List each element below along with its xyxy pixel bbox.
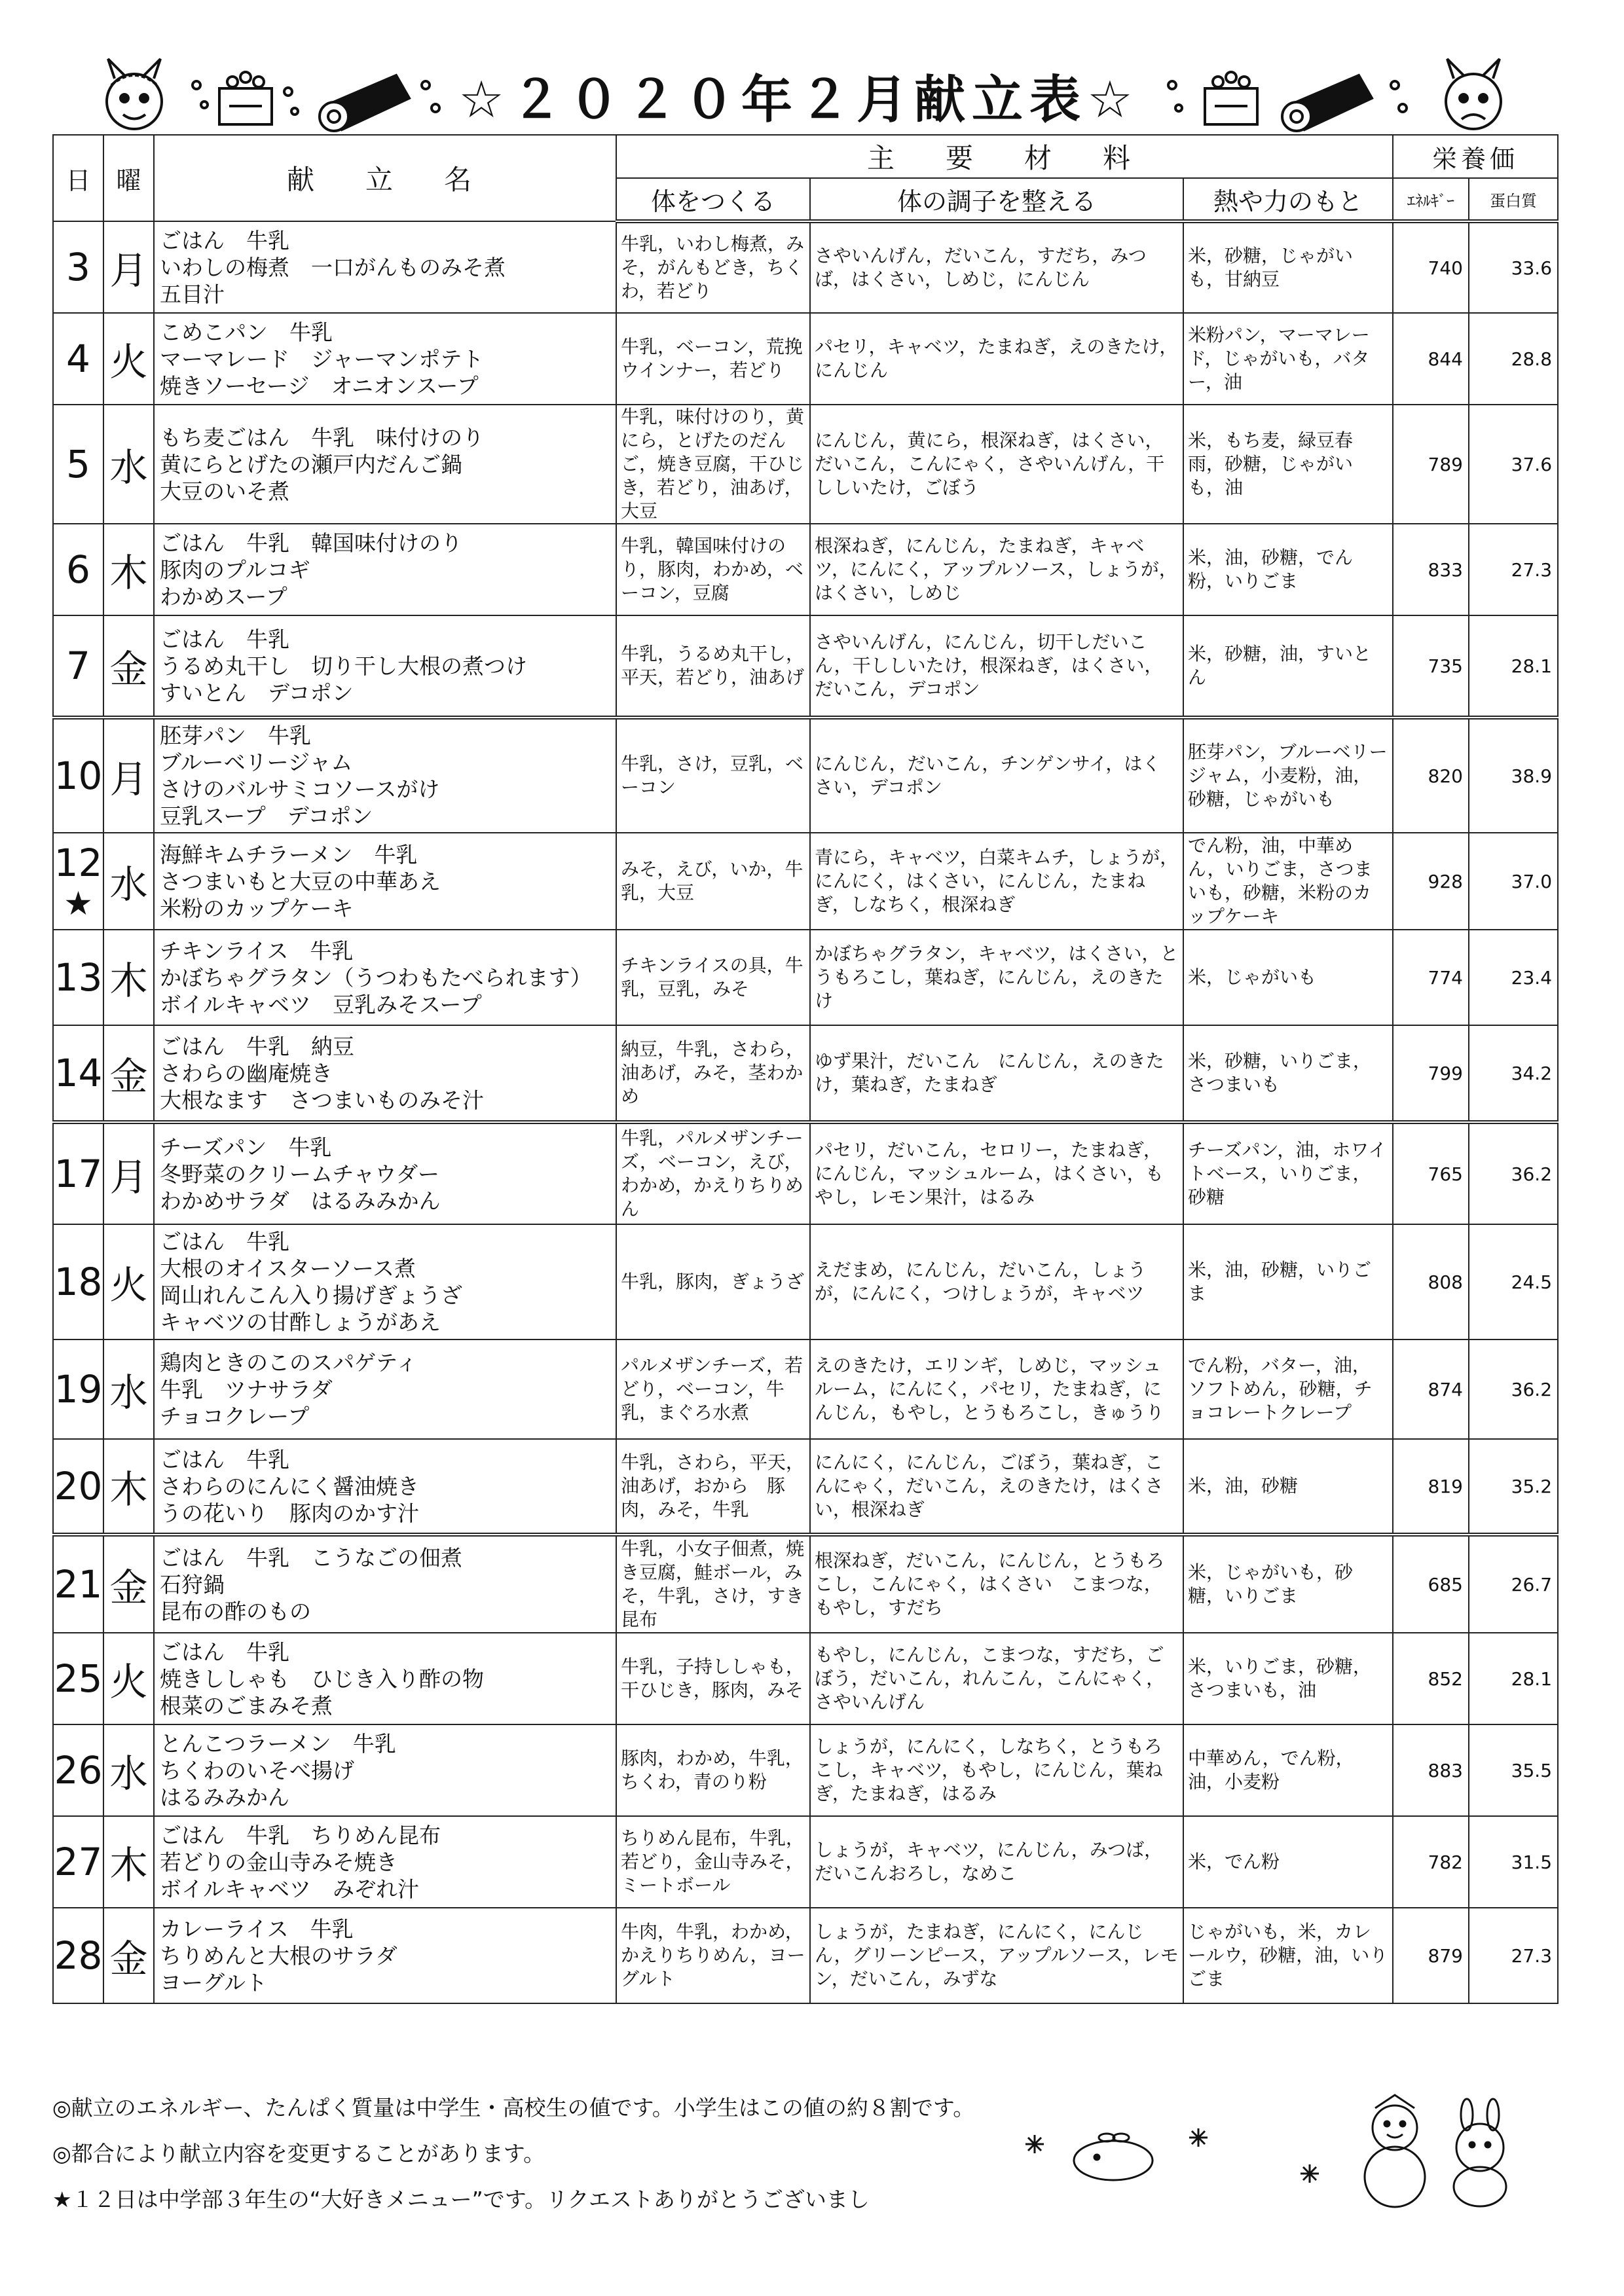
day-number: 10: [54, 754, 103, 798]
menu-row: [53, 930, 1558, 1025]
menu-item: 胚芽パン 牛乳: [160, 723, 311, 748]
protein-value: 28.1: [1469, 1633, 1558, 1724]
menu-item: ごはん 牛乳 韓国味付けのり: [160, 530, 462, 556]
menu-item: ごはん 牛乳 ちりめん昆布: [160, 1822, 441, 1848]
day-number: 21: [54, 1562, 103, 1607]
menu-cell: [154, 1439, 616, 1535]
menu-item: 海鮮キムチラーメン 牛乳: [160, 841, 418, 867]
menu-cell: [154, 1908, 616, 2003]
menu-row: [53, 1439, 1558, 1535]
energy-source-cell: じゃがいも，米，カレールウ，砂糖，油，いりごま: [1183, 1908, 1393, 2003]
masu-box-icon: [1168, 72, 1257, 124]
weekday-cell: 金: [103, 615, 154, 718]
day-number: 20: [54, 1464, 103, 1508]
menu-table-body: [53, 221, 1558, 2003]
day-cell: [53, 1439, 103, 1535]
build-body-cell: 牛乳，パルメザンチーズ，ベーコン，えび，わかめ，かえりちりめん: [616, 1122, 810, 1224]
snowflake-icon: [1189, 2128, 1208, 2147]
menu-cell: [154, 1633, 616, 1724]
energy-source-cell: チーズパン，油，ホワイトベース，いりごま，砂糖: [1183, 1122, 1393, 1224]
condition-body-cell: しょうが，キャベツ，にんじん，みつば，だいこんおろし，なめこ: [810, 1816, 1183, 1908]
menu-item: チキンライス 牛乳: [160, 938, 354, 964]
menu-item: さわらの幽庵焼き: [160, 1060, 333, 1086]
menu-item: 豚肉のプルコギ: [160, 556, 310, 583]
weekday-cell: 木: [103, 930, 154, 1025]
protein-value: 31.5: [1469, 1816, 1558, 1908]
day-cell: [53, 833, 103, 930]
condition-body-cell: 青にら，キャベツ，白菜キムチ，しょうが，にんにく，はくさい，にんじん，たまねぎ，しなちく，根深ねぎ: [810, 833, 1183, 930]
menu-item: ごはん 牛乳: [160, 1446, 289, 1472]
oni-mask-icon: [1446, 59, 1501, 129]
energy-value: 852: [1393, 1633, 1469, 1724]
protein-value: 37.0: [1469, 833, 1558, 930]
menu-item: 昆布の酢のもの: [160, 1598, 311, 1624]
day-cell: [53, 1724, 103, 1816]
protein-value: 35.2: [1469, 1439, 1558, 1535]
protein-value: 38.9: [1469, 718, 1558, 833]
day-cell: [53, 313, 103, 405]
weekday-cell: 月: [103, 1122, 154, 1224]
energy-value: 799: [1393, 1025, 1469, 1122]
energy-value: 820: [1393, 718, 1469, 833]
condition-body-cell: さやいんげん，だいこん，すだち，みつば，はくさい，しめじ，にんじん: [810, 221, 1183, 313]
weekday-cell: 水: [103, 1339, 154, 1439]
menu-item: マーマレード ジャーマンポテト: [160, 346, 484, 372]
energy-value: 844: [1393, 313, 1469, 405]
weekday-cell: 水: [103, 1724, 154, 1816]
snow-rabbit-icon: [1074, 2134, 1153, 2180]
protein-value: 27.3: [1469, 524, 1558, 615]
protein-value: 33.6: [1469, 221, 1558, 313]
page-title: ☆２０２０年２月献立表☆: [458, 71, 1139, 130]
build-body-cell: チキンライスの具，牛乳，豆乳，みそ: [616, 930, 810, 1025]
build-body-cell: 牛乳，さけ，豆乳，ベーコン: [616, 718, 810, 833]
menu-item: かぼちゃグラタン（うつわもたべられます）: [160, 964, 592, 991]
day-cell: [53, 1535, 103, 1633]
condition-body-cell: 根深ねぎ，だいこん，にんじん，とうもろこし，こんにゃく，はくさい こまつな，もやし，すだち: [810, 1535, 1183, 1633]
day-cell: [53, 221, 103, 313]
menu-item: ごはん 牛乳: [160, 626, 289, 652]
note-change: ◎都合により献立内容を変更することがあります。: [52, 2141, 545, 2166]
energy-source-cell: 米，油，砂糖，でん粉，いりごま: [1183, 524, 1393, 615]
menu-row: [53, 405, 1558, 524]
condition-body-cell: しょうが，にんにく，しなちく，とうもろこし，キャベツ，もやし，にんじん，葉ねぎ，たまねぎ，はるみ: [810, 1724, 1183, 1816]
day-number: 5: [66, 442, 90, 486]
condition-body-cell: えのきたけ，エリンギ，しめじ，マッシュルーム，にんにく，パセリ，たまねぎ，にんじん，もやし，とうもろこし，きゅうり: [810, 1339, 1183, 1439]
menu-row: [53, 1025, 1558, 1122]
menu-row: [53, 1122, 1558, 1224]
energy-value: 883: [1393, 1724, 1469, 1816]
energy-source-cell: 米，油，砂糖: [1183, 1439, 1393, 1535]
menu-row: [53, 1724, 1558, 1816]
weekday-cell: 金: [103, 1535, 154, 1633]
menu-row: [53, 524, 1558, 615]
energy-value: 819: [1393, 1439, 1469, 1535]
menu-item: チョコクレープ: [160, 1403, 310, 1429]
weekday-cell: 火: [103, 1633, 154, 1724]
menu-item: いわしの梅煮 一口がんものみそ煮: [160, 254, 506, 280]
build-body-cell: 納豆，牛乳，さわら，油あげ，みそ，茎わかめ: [616, 1025, 810, 1122]
build-body-cell: 牛乳，さわら，平天，油あげ，おから 豚肉，みそ，牛乳: [616, 1439, 810, 1535]
energy-source-cell: 米，じゃがいも: [1183, 930, 1393, 1025]
header-menu-name: 献 立 名: [154, 135, 616, 221]
menu-item: ごはん 牛乳 こうなごの佃煮: [160, 1544, 462, 1571]
menu-cell: [154, 718, 616, 833]
menu-item: 五目汁: [160, 281, 225, 307]
weekday-cell: 金: [103, 1025, 154, 1122]
menu-item: 石狩鍋: [160, 1571, 225, 1597]
menu-cell: [154, 405, 616, 524]
energy-value: 782: [1393, 1816, 1469, 1908]
day-number: 14: [54, 1051, 103, 1095]
page-header: [52, 46, 1545, 137]
menu-item: 焼きししゃも ひじき入り酢の物: [160, 1666, 484, 1692]
menu-item: 大根なます さつまいものみそ汁: [160, 1087, 484, 1113]
menu-row: [53, 718, 1558, 833]
menu-row: [53, 1339, 1558, 1439]
day-cell: [53, 1025, 103, 1122]
day-number: 25: [54, 1656, 103, 1701]
menu-item: ちりめんと大根のサラダ: [160, 1942, 397, 1969]
menu-item: はるみみかん: [160, 1784, 289, 1810]
menu-item: うるめ丸干し 切り干し大根の煮つけ: [160, 653, 527, 679]
menu-item: 根菜のごまみそ煮: [160, 1692, 333, 1719]
menu-item: ごはん 牛乳: [160, 1639, 289, 1665]
build-body-cell: パルメザンチーズ，若どり，ベーコン，牛乳，まぐろ水煮: [616, 1339, 810, 1439]
menu-item: ちくわのいそべ揚げ: [160, 1757, 354, 1783]
menu-item: ボイルキャベツ みぞれ汁: [160, 1876, 419, 1902]
winter-decoration: [1008, 2082, 1545, 2213]
energy-source-cell: 米，砂糖，いりごま，さつまいも: [1183, 1025, 1393, 1122]
day-number: 6: [66, 547, 90, 592]
favorite-star-icon: ★: [64, 884, 93, 922]
day-number: 18: [54, 1260, 103, 1304]
menu-row: [53, 1224, 1558, 1339]
note-request: ★１２日は中学部３年生の“大好きメニュー”です。リクエストありがとうございまし: [52, 2187, 870, 2212]
menu-item: チーズパン 牛乳: [160, 1134, 332, 1160]
menu-row: [53, 1908, 1558, 2003]
build-body-cell: 牛乳，豚肉，ぎょうざ: [616, 1224, 810, 1339]
menu-item: ヨーグルト: [160, 1969, 268, 1995]
menu-item: ごはん 牛乳: [160, 227, 289, 253]
energy-value: 928: [1393, 833, 1469, 930]
weekday-cell: 金: [103, 1908, 154, 2003]
energy-value: 874: [1393, 1339, 1469, 1439]
energy-source-cell: 米，いりごま，砂糖，さつまいも，油: [1183, 1633, 1393, 1724]
protein-value: 26.7: [1469, 1535, 1558, 1633]
weekday-cell: 水: [103, 405, 154, 524]
day-cell: [53, 718, 103, 833]
weekday-cell: 水: [103, 833, 154, 930]
energy-value: 833: [1393, 524, 1469, 615]
protein-value: 36.2: [1469, 1339, 1558, 1439]
weekday-cell: 火: [103, 313, 154, 405]
menu-item: さわらのにんにく醤油焼き: [160, 1473, 419, 1499]
energy-value: 808: [1393, 1224, 1469, 1339]
header-ingredients: 主 要 材 料: [616, 135, 1393, 178]
menu-item: カレーライス 牛乳: [160, 1916, 354, 1942]
header-protein: 蛋白質: [1469, 178, 1558, 221]
menu-row: [53, 221, 1558, 313]
note-nutrition: ◎献立のエネルギー、たんぱく質量は中学生・高校生の値です。小学生はこの値の約８割です。: [52, 2095, 975, 2121]
weekday-cell: 月: [103, 718, 154, 833]
energy-source-cell: 米，砂糖，じゃがいも，甘納豆: [1183, 221, 1393, 313]
energy-source-cell: 米，もち麦，緑豆春雨，砂糖，じゃがいも，油: [1183, 405, 1393, 524]
menu-table: [52, 134, 1559, 2004]
menu-row: [53, 615, 1558, 718]
build-body-cell: 牛乳，うるめ丸干し，平天，若どり，油あげ: [616, 615, 810, 718]
energy-source-cell: 中華めん，でん粉，油，小麦粉: [1183, 1724, 1393, 1816]
day-cell: [53, 405, 103, 524]
build-body-cell: 牛乳，いわし梅煮，みそ，がんもどき，ちくわ，若どり: [616, 221, 810, 313]
menu-item: さけのバルサミコソースがけ: [160, 776, 440, 802]
protein-value: 36.2: [1469, 1122, 1558, 1224]
menu-item: 冬野菜のクリームチャウダー: [160, 1161, 440, 1187]
condition-body-cell: さやいんげん，にんじん，切干しだいこん，干ししいたけ，根深ねぎ，はくさい，だいこん，デコポン: [810, 615, 1183, 718]
header-energy: ｴﾈﾙｷﾞｰ: [1393, 178, 1469, 221]
energy-value: 879: [1393, 1908, 1469, 2003]
energy-source-cell: でん粉，バター，油，ソフトめん，砂糖，チョコレートクレープ: [1183, 1339, 1393, 1439]
condition-body-cell: かぼちゃグラタン，キャベツ，はくさい，とうもろこし，葉ねぎ，にんじん，えのきたけ: [810, 930, 1183, 1025]
day-cell: [53, 524, 103, 615]
menu-item: 鶏肉ときのこのスパゲティ: [160, 1349, 418, 1376]
header-build-body: 体をつくる: [616, 178, 810, 221]
menu-item: ボイルキャベツ 豆乳みそスープ: [160, 991, 482, 1017]
day-number: 26: [54, 1748, 103, 1793]
header-energy-source: 熱や力のもと: [1183, 178, 1393, 221]
menu-item: ごはん 牛乳 納豆: [160, 1033, 354, 1059]
energy-source-cell: 米，じゃがいも，砂糖，いりごま: [1183, 1535, 1393, 1633]
menu-row: [53, 1816, 1558, 1908]
energy-source-cell: でん粉，油，中華めん，いりごま，さつまいも，砂糖，米粉のカップケーキ: [1183, 833, 1393, 930]
menu-item: すいとん デコポン: [160, 680, 354, 706]
menu-row: [53, 1535, 1558, 1633]
menu-row: [53, 313, 1558, 405]
day-number: 4: [66, 337, 90, 381]
energy-source-cell: 胚芽パン，ブルーベリージャム，小麦粉，油，砂糖，じゃがいも: [1183, 718, 1393, 833]
day-cell: [53, 1816, 103, 1908]
protein-value: 37.6: [1469, 405, 1558, 524]
menu-item: 黄にらとげたの瀬戸内だんご鍋: [160, 451, 462, 477]
protein-value: 23.4: [1469, 930, 1558, 1025]
menu-cell: [154, 1122, 616, 1224]
menu-cell: [154, 1025, 616, 1122]
build-body-cell: 牛乳，ベーコン，荒挽ウインナー，若どり: [616, 313, 810, 405]
menu-item: うの花いり 豚肉のかす汁: [160, 1500, 419, 1526]
protein-value: 34.2: [1469, 1025, 1558, 1122]
menu-cell: [154, 1535, 616, 1633]
header-condition-body: 体の調子を整える: [810, 178, 1183, 221]
menu-row: [53, 1633, 1558, 1724]
condition-body-cell: パセリ，だいこん，セロリー，たまねぎ，にんじん，マッシュルーム，はくさい，もやし，レモン果汁，はるみ: [810, 1122, 1183, 1224]
snowflake-icon: [1301, 2164, 1319, 2183]
weekday-cell: 火: [103, 1224, 154, 1339]
day-number: 27: [54, 1840, 103, 1884]
menu-item: わかめスープ: [160, 583, 287, 610]
menu-item: 若どりの金山寺みそ焼き: [160, 1849, 397, 1875]
build-body-cell: 牛乳，味付けのり，黄にら，とげたのだんご，焼き豆腐，干ひじき，若どり，油あげ，大豆: [616, 405, 810, 524]
menu-cell: [154, 221, 616, 313]
day-number: 28: [54, 1933, 103, 1978]
menu-item: ごはん 牛乳: [160, 1229, 289, 1254]
menu-cell: [154, 1816, 616, 1908]
menu-item: さつまいもと大豆の中華あえ: [160, 868, 441, 894]
energy-value: 789: [1393, 405, 1469, 524]
day-cell: [53, 615, 103, 718]
snowflake-icon: [1025, 2135, 1044, 2153]
menu-item: 豆乳スープ デコポン: [160, 803, 373, 829]
menu-cell: [154, 524, 616, 615]
day-cell: [53, 1122, 103, 1224]
day-number: 19: [54, 1367, 103, 1412]
condition-body-cell: にんにく，にんじん，ごぼう，葉ねぎ，こんにゃく，だいこん，えのきたけ，はくさい，根深ねぎ: [810, 1439, 1183, 1535]
build-body-cell: ちりめん昆布，牛乳，若どり，金山寺みそ，ミートボール: [616, 1816, 810, 1908]
protein-value: 28.1: [1469, 615, 1558, 718]
day-number: 3: [66, 245, 90, 289]
build-body-cell: 牛乳，韓国味付けのり，豚肉，わかめ，ベーコン，豆腐: [616, 524, 810, 615]
day-number: 7: [66, 644, 90, 688]
day-number: 12: [54, 841, 103, 885]
day-cell: [53, 1224, 103, 1339]
menu-item: 米粉のカップケーキ: [160, 895, 354, 921]
menu-item: 大根のオイスターソース煮: [160, 1256, 416, 1281]
build-body-cell: みそ，えび，いか，牛乳，大豆: [616, 833, 810, 930]
protein-value: 28.8: [1469, 313, 1558, 405]
energy-source-cell: 米粉パン，マーマレード，じゃがいも，バター，油: [1183, 313, 1393, 405]
energy-source-cell: 米，砂糖，油，すいとん: [1183, 615, 1393, 718]
menu-cell: [154, 1339, 616, 1439]
menu-item: 大豆のいそ煮: [160, 478, 289, 504]
menu-item: 牛乳 ツナサラダ: [160, 1376, 333, 1402]
energy-value: 774: [1393, 930, 1469, 1025]
condition-body-cell: パセリ，キャベツ，たまねぎ，えのきたけ，にんじん: [810, 313, 1183, 405]
weekday-cell: 木: [103, 1439, 154, 1535]
menu-cell: [154, 615, 616, 718]
condition-body-cell: にんじん，黄にら，根深ねぎ，はくさい，だいこん，こんにゃく，さやいんげん，干ししいたけ，ごぼう: [810, 405, 1183, 524]
weekday-cell: 木: [103, 524, 154, 615]
energy-value: 685: [1393, 1535, 1469, 1633]
build-body-cell: 豚肉，わかめ，牛乳，ちくわ，青のり粉: [616, 1724, 810, 1816]
build-body-cell: 牛乳，子持ししゃも，干ひじき，豚肉，みそ: [616, 1633, 810, 1724]
ehomaki-roll-icon: [1282, 75, 1407, 131]
snow-rabbit-icon: [1454, 2099, 1506, 2206]
menu-item: こめこパン 牛乳: [160, 319, 333, 345]
menu-item: 焼きソーセージ オニオンスープ: [160, 373, 479, 399]
snowman-icon: [1365, 2095, 1425, 2207]
menu-item: 岡山れんこん入り揚げぎょうざ: [160, 1283, 462, 1308]
day-cell: [53, 930, 103, 1025]
energy-source-cell: 米，でん粉: [1183, 1816, 1393, 1908]
energy-value: 765: [1393, 1122, 1469, 1224]
build-body-cell: 牛乳，小女子佃煮，焼き豆腐，鮭ボール，みそ，牛乳，さけ，すき昆布: [616, 1535, 810, 1633]
day-cell: [53, 1908, 103, 2003]
menu-item: わかめサラダ はるみみかん: [160, 1188, 441, 1214]
protein-value: 35.5: [1469, 1724, 1558, 1816]
menu-cell: [154, 313, 616, 405]
condition-body-cell: しょうが，たまねぎ，にんにく，にんじん，グリーンピース，アップルソース，レモン，だいこん，みずな: [810, 1908, 1183, 2003]
weekday-cell: 木: [103, 1816, 154, 1908]
menu-cell: [154, 1724, 616, 1816]
menu-item: とんこつラーメン 牛乳: [160, 1730, 396, 1757]
header-day: 日: [53, 135, 103, 221]
day-cell: [53, 1633, 103, 1724]
condition-body-cell: 根深ねぎ，にんじん，たまねぎ，キャベツ，にんにく，アップルソース，しょうが，はくさい，しめじ: [810, 524, 1183, 615]
energy-value: 740: [1393, 221, 1469, 313]
menu-cell: [154, 1224, 616, 1339]
condition-body-cell: ゆず果汁，だいこん にんじん，えのきたけ，葉ねぎ，たまねぎ: [810, 1025, 1183, 1122]
protein-value: 27.3: [1469, 1908, 1558, 2003]
menu-item: ブルーベリージャム: [160, 750, 353, 775]
energy-value: 735: [1393, 615, 1469, 718]
condition-body-cell: えだまめ，にんじん，だいこん，しょうが，にんにく，つけしょうが，キャベツ: [810, 1224, 1183, 1339]
header-weekday: 曜: [103, 135, 154, 221]
day-number: 13: [54, 955, 103, 1000]
header-nutrition: 栄養価: [1393, 135, 1558, 178]
menu-item: キャベツの甘酢しょうがあえ: [160, 1309, 441, 1335]
weekday-cell: 月: [103, 221, 154, 313]
menu-cell: [154, 833, 616, 930]
day-number: 17: [54, 1152, 103, 1196]
energy-source-cell: 米，油，砂糖，いりごま: [1183, 1224, 1393, 1339]
protein-value: 24.5: [1469, 1224, 1558, 1339]
condition-body-cell: もやし，にんじん，こまつな，すだち，ごぼう，だいこん，れんこん，こんにゃく，さやいんげん: [810, 1633, 1183, 1724]
menu-row: [53, 833, 1558, 930]
condition-body-cell: にんじん，だいこん，チンゲンサイ，はくさい，デコポン: [810, 718, 1183, 833]
build-body-cell: 牛肉，牛乳，わかめ，かえりちりめん，ヨーグルト: [616, 1908, 810, 2003]
menu-item: もち麦ごはん 牛乳 味付けのり: [160, 424, 484, 450]
day-cell: [53, 1339, 103, 1439]
menu-cell: [154, 930, 616, 1025]
setsubun-decoration-right: [1159, 46, 1526, 137]
